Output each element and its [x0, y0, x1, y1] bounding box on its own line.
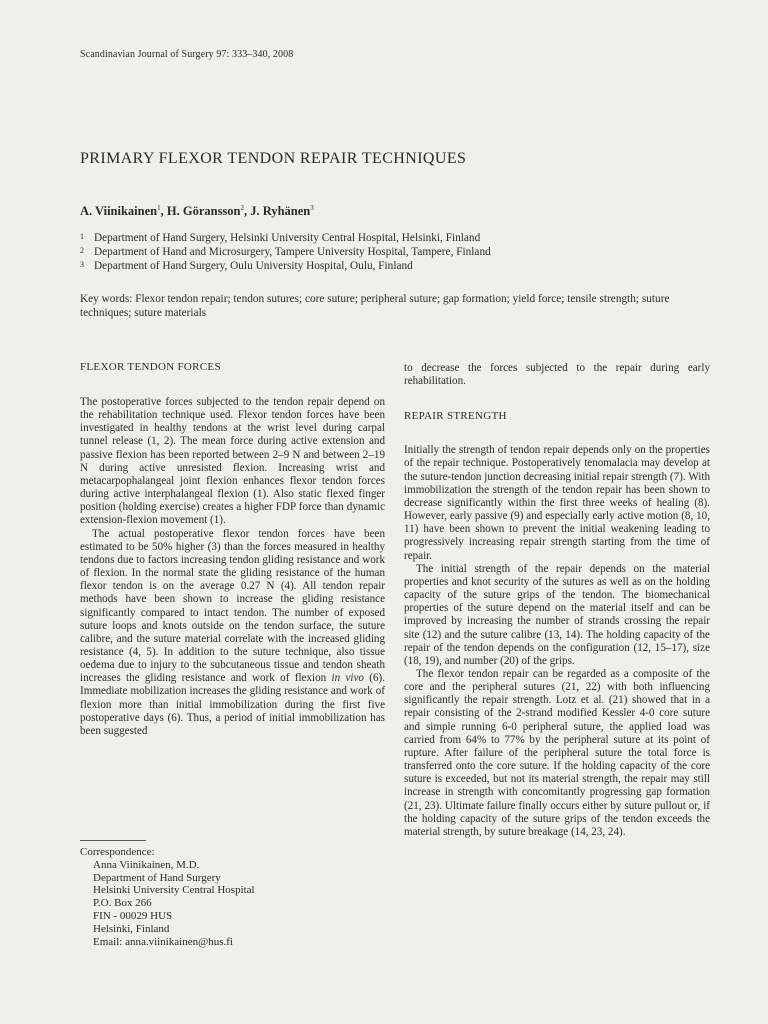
- correspondence-block: [80, 846, 255, 948]
- article-title: PRIMARY FLEXOR TENDON REPAIR TECHNIQUES: [80, 150, 467, 167]
- author-list: A. Viinikainen$^1$, H. Göransson$^2$, J. Ryhänen$^3$: [80, 204, 314, 219]
- affiliation-item: [80, 245, 700, 259]
- correspondence-line: Department of Hand Surgery: [93, 871, 221, 884]
- affiliation-number: 1: [80, 232, 84, 241]
- correspondence-line: Helsinki, Finland: [93, 922, 170, 935]
- affiliation-text: Department of Hand and Microsurgery, Tampere University Hospital, Tampere, Finland: [94, 246, 491, 258]
- footnote-divider: [80, 840, 146, 841]
- italic-term: in vivo: [331, 672, 364, 685]
- author-name: A. Viinikainen: [80, 204, 158, 219]
- paragraph-continuation: to decrease the forces subjected to the repair during early rehabilitation.: [404, 362, 710, 388]
- section-heading-flexor-tendon-forces: FLEXOR TENDON FORCES: [80, 361, 221, 373]
- correspondence-email: Email: anna.viinikainen@hus.fi: [93, 935, 233, 948]
- affiliation-number: 2: [80, 246, 84, 255]
- paragraph: The flexor tendon repair can be regarded as a composite of the core and the peripheral sutures (21, 22) with both influencing significantly the repair strength. Lotz et al. (21) showed that in a repair consisting of the 2-strand modified Kessler 4-0 core suture and simple running 6-0 peripheral suture, the applied load was carried from 64% to 77% by the peripheral suture at its point of rupture. After failure of the peripheral suture the total force is transferred onto the core suture. If the holding capacity of the core suture is exceeded, but not its material strength, the repair may still increase in strength with concomitantly progressing gap formation (21, 23). Ultimate failure finally occurs either by suture pullout or, if the holding capacity of the suture grips of the tendon exceeds the material strength, by suture breakage (14, 23, 24).: [404, 667, 710, 838]
- author-name: H. Göransson: [166, 204, 241, 219]
- affiliation-list: [80, 231, 700, 273]
- author-affiliation-mark: 1: [157, 204, 161, 212]
- keywords: Key words: Flexor tendon repair; tendon sutures; core suture; peripheral suture; gap formation; yield force; tensile strength; suture techniques; suture materials: [80, 293, 670, 320]
- paragraph: Initially the strength of tendon repair depends only on the properties of the repair technique. Postoperatively tenomalacia may develop at the suture-tendon junction decreasing initial repair strength (7). With immobilization the strength of the tendon repair has been shown to decrease significantly within the first three weeks of healing (8). However, early passive (9) and especially early active motion (8, 10, 11) have been shown to prevent the initial weakening leading to progressively increasing repair strength starting from the time of repair.: [404, 444, 710, 562]
- journal-citation: Scandinavian Journal of Surgery 97: 333–340, 2008: [80, 49, 294, 60]
- author-affiliation-mark: 2: [240, 204, 245, 212]
- correspondence-line: Helsinki University Central Hospital: [93, 884, 255, 897]
- affiliation-number: 3: [80, 260, 84, 269]
- section-heading-repair-strength: REPAIR STRENGTH: [404, 410, 507, 423]
- author-name: J. Ryhänen: [250, 204, 311, 219]
- correspondence-line: Anna Viinikainen, M.D.: [93, 858, 200, 871]
- correspondence-line: P.O. Box 266: [93, 897, 152, 910]
- left-column: [80, 360, 385, 738]
- author-affiliation-mark: 3: [310, 204, 314, 212]
- affiliation-item: [80, 259, 700, 273]
- correspondence-heading: Correspondence:: [80, 846, 155, 858]
- paragraph: The postoperative forces subjected to the tendon repair depend on the rehabilitation technique used. Flexor tendon forces have been investigated in healthy tendons at the wrist level during carpal tunnel release (1, 2). The mean force during active extension and passive flexion has been reported between 2–9 N and between 2–19 N during active unresisted flexion. Increasing wrist and metacarpophalangeal joint flexion enhances flexor tendon forces during active interphalangeal flexion (1). Also static flexed finger position (holding exercise) creates a higher FDP force than dynamic extension-flexion movement (1).: [80, 396, 385, 527]
- correspondence-line: FIN - 00029 HUS: [93, 909, 173, 922]
- paragraph: The initial strength of the repair depends on the material properties and knot security of the sutures as well as on the holding capacity of the suture grips of the tendon. The biomechanical properties of the suture depend on the material itself and can be improved by increasing the number of strands crossing the repair site (12) and the suture calibre (13, 14). The holding capacity of the repair of the tendon depends on the configuration (12, 15–17), size (18, 19), and number (20) of the grips.: [404, 562, 710, 667]
- right-column: [404, 362, 710, 839]
- affiliation-text: Department of Hand Surgery, Oulu University Hospital, Oulu, Finland: [94, 260, 413, 272]
- paragraph: The actual postoperative flexor tendon forces have been estimated to be 50% higher (3) than the forces measured in healthy tendons due to factors increasing tendon gliding resistance and work of flexion. In the normal state the gliding resistance of the human flexor tendon is on the average 0.27 N (4). All tendon repair methods have been shown to increase the gliding resistance significantly compared to intact tendon. The number of exposed suture loops and knots outside on the tendon surface, the suture calibre, and the suture material correlate with the increased gliding resistance (4, 5). In addition to the suture technique, also tissue oedema due to injury to the subcutaneous tissue and tendon sheath increases the gliding resistance and work of flexion in vivo (6). Immediate mobilization increases the gliding resistance and work of flexion more than initial immobilization during the first five postoperative days (6). Thus, a period of initial immobilization has been suggested: [80, 527, 385, 737]
- affiliation-text: Department of Hand Surgery, Helsinki University Central Hospital, Helsinki, Finland: [94, 232, 481, 244]
- affiliation-item: [80, 231, 700, 245]
